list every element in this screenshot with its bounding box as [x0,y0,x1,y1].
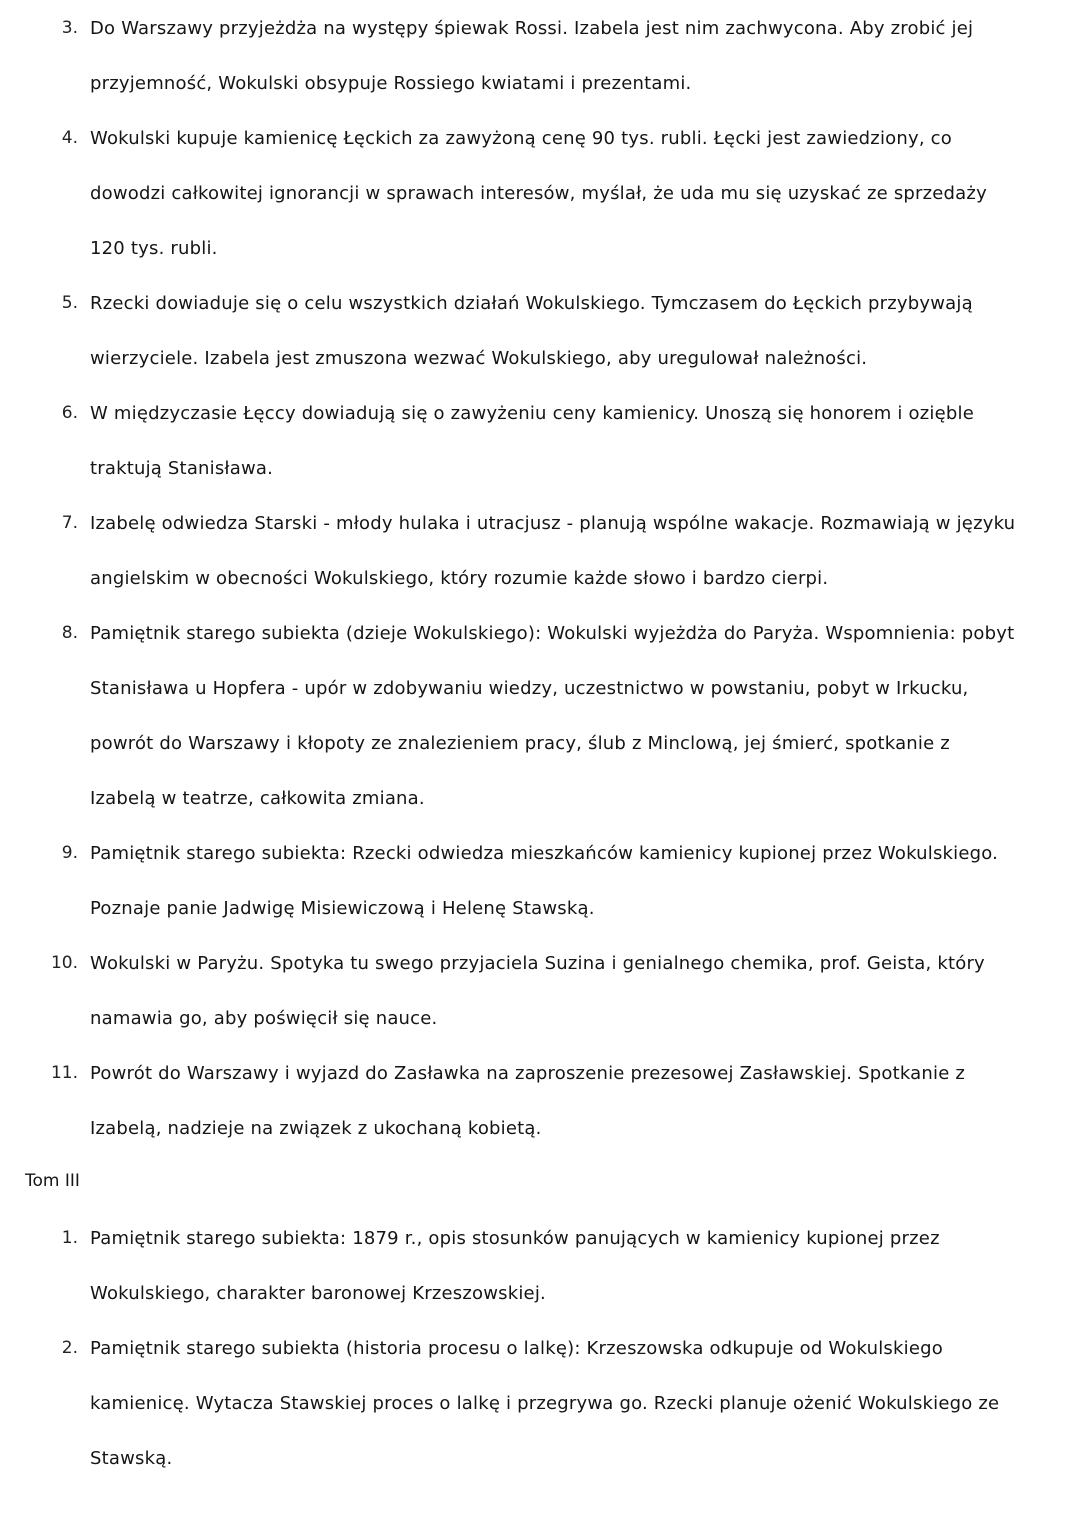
list-item-line: Wokulskiego, charakter baronowej Krzeszowskiej. [90,1283,546,1304]
list-item-line: Do Warszawy przyjeżdża na występy śpiewak Rossi. Izabela jest nim zachwycona. Aby zrobić jej [90,18,974,39]
list-item-line: Pamiętnik starego subiekta (dzieje Wokulskiego): Wokulski wyjeżdża do Paryża. Wspomnienia: pobyt [90,623,1015,644]
list-item-line: Pamiętnik starego subiekta: Rzecki odwiedza mieszkańców kamienicy kupionej przez Wokulskiego. [90,843,999,864]
list-item-number: 11. [50,1063,78,1083]
list-item-line: Pamiętnik starego subiekta (historia procesu o lalkę): Krzeszowska odkupuje od Wokulskiego [90,1338,943,1359]
list-item-line: Izabelę odwiedza Starski - młody hulaka i utracjusz - planują wspólne wakacje. Rozmawiają w języku [90,513,1016,534]
list-item-line: namawia go, aby poświęcił się nauce. [90,1008,438,1029]
list-item-number: 1. [61,1228,78,1248]
list-item-line: Stawską. [90,1448,173,1469]
list-item-line: Izabelą, nadzieje na związek z ukochaną kobietą. [90,1118,542,1139]
list-item-line: Rzecki dowiaduje się o celu wszystkich działań Wokulskiego. Tymczasem do Łęckich przybywają [90,293,973,314]
list-item-line: Stanisława u Hopfera - upór w zdobywaniu wiedzy, uczestnictwo w powstaniu, pobyt w Irkucku, [90,678,969,699]
list-item-line: powrót do Warszawy i kłopoty ze znalezieniem pracy, ślub z Minclową, jej śmierć, spotkanie z [90,733,950,754]
list-item-number: 8. [61,623,78,643]
list-item-line: W międzyczasie Łęccy dowiadują się o zawyżeniu ceny kamienicy. Unoszą się honorem i ozięble [90,403,974,424]
list-item-line: Wokulski kupuje kamienicę Łęckich za zawyżoną cenę 90 tys. rubli. Łęcki jest zawiedziony, co [90,128,952,149]
list-item-line: dowodzi całkowitej ignorancji w sprawach interesów, myślał, że uda mu się uzyskać ze sprzedaży [90,183,987,204]
list-item-line: Wokulski w Paryżu. Spotyka tu swego przyjaciela Suzina i genialnego chemika, prof. Geista, który [90,953,985,974]
list-item-number: 2. [61,1338,78,1358]
list-item-number: 10. [50,953,78,973]
list-item-number: 6. [61,403,78,423]
list-item-line: przyjemność, Wokulski obsypuje Rossiego kwiatami i prezentami. [90,73,692,94]
list-item-number: 5. [61,293,78,313]
list-item-line: 120 tys. rubli. [90,238,218,259]
list-item-line: Poznaje panie Jadwigę Misiewiczową i Helenę Stawską. [90,898,595,919]
list-item-line: Powrót do Warszawy i wyjazd do Zasławka na zaproszenie prezesowej Zasławskiej. Spotkanie z [90,1063,966,1084]
list-item-line: kamienicę. Wytacza Stawskiej proces o lalkę i przegrywa go. Rzecki planuje ożenić Wokulskiego ze [90,1393,1000,1414]
list-item-number: 7. [61,513,78,533]
list-item-number: 4. [61,128,78,148]
section-heading: Tom III [25,1171,80,1191]
list-item-number: 9. [61,843,78,863]
list-item-number: 3. [61,18,78,38]
list-item-line: wierzyciele. Izabela jest zmuszona wezwać Wokulskiego, aby uregulował należności. [90,348,868,369]
list-item-line: Pamiętnik starego subiekta: 1879 r., opis stosunków panujących w kamienicy kupionej przez [90,1228,940,1249]
list-item-line: traktują Stanisława. [90,458,274,479]
list-item-line: angielskim w obecności Wokulskiego, który rozumie każde słowo i bardzo cierpi. [90,568,829,589]
list-item-line: Izabelą w teatrze, całkowita zmiana. [90,788,425,809]
